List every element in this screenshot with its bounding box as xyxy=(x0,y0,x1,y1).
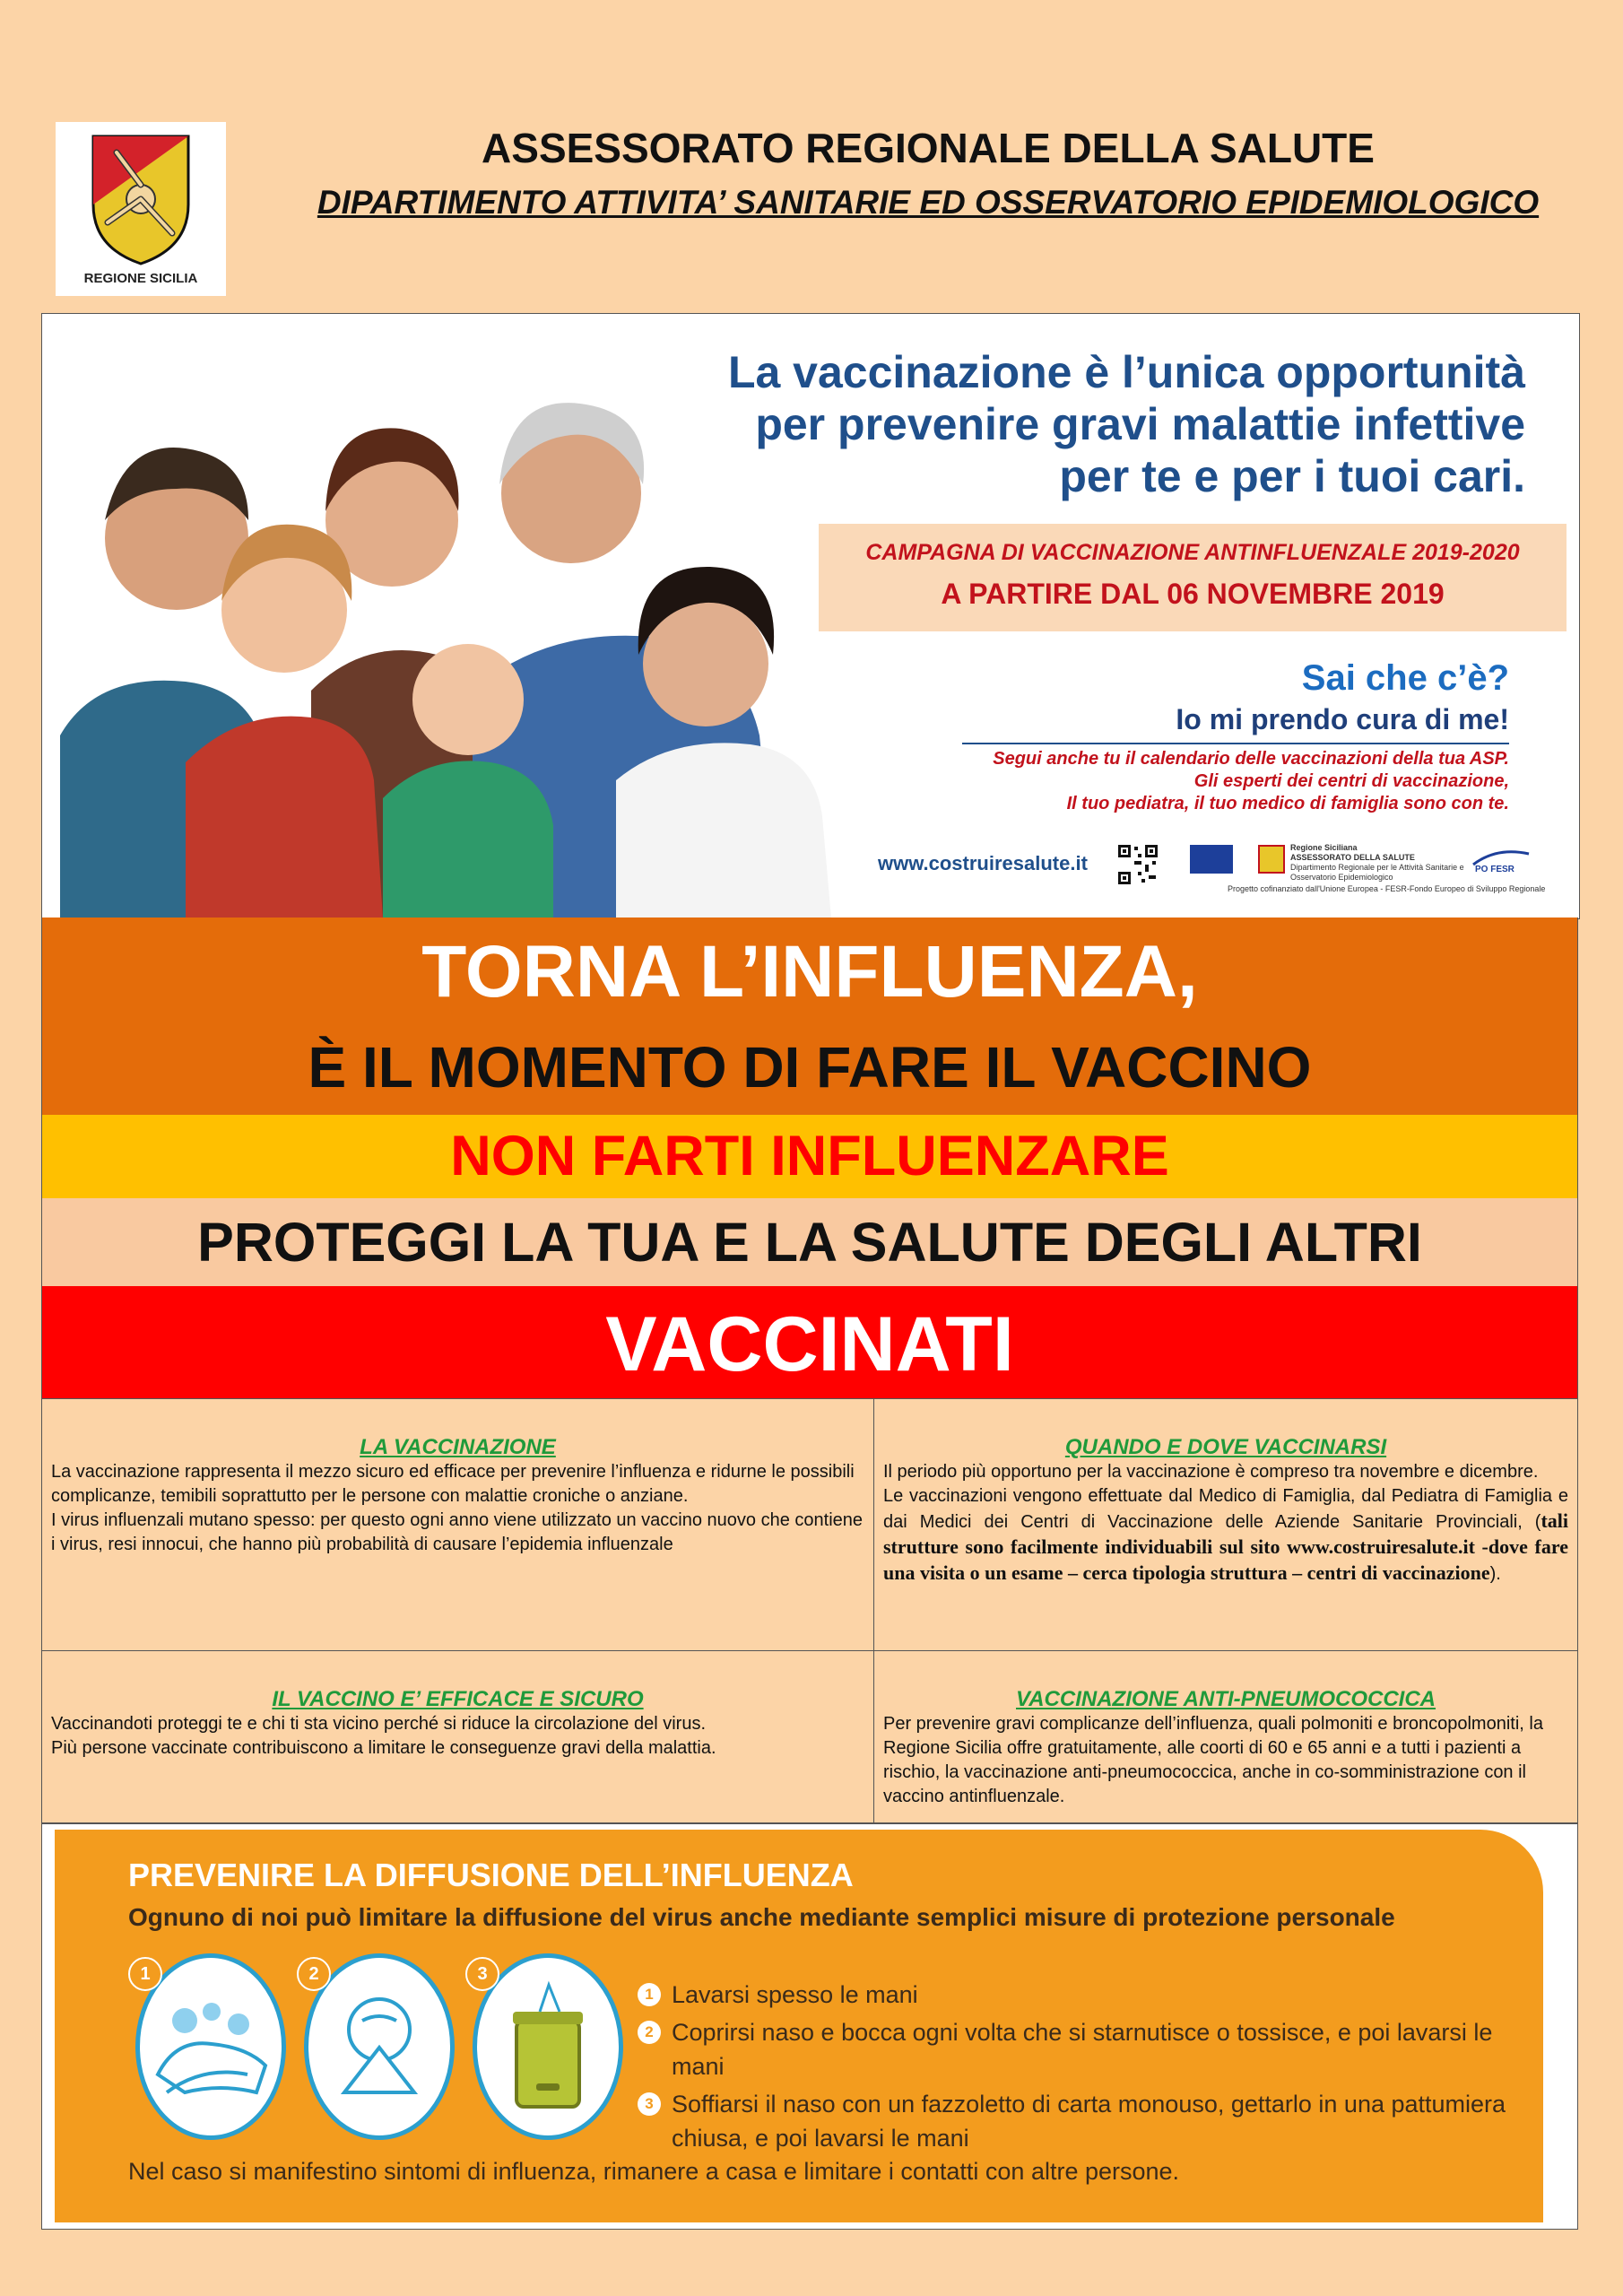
section-title: VACCINAZIONE ANTI-PNEUMOCOCCICA xyxy=(1016,1687,1436,1711)
section-text: Le vaccinazioni vengono effettuate dal Medico di Famiglia, dal Pediatra di Famiglia e dai Medici dei Centri di Vaccinazione delle Aziende Sanitarie Provinciali, (tali strutture sono facilmente individuabili sul sito www.costruiresalute.it -dove fare una visita o un esame – cerca tipologia struttura – centri di vaccinazione). xyxy=(883,1486,1568,1584)
trinacria-shield-icon xyxy=(90,133,192,267)
step-number: 1 xyxy=(128,1957,162,1991)
section-title: LA VACCINAZIONE xyxy=(360,1435,556,1459)
section-text: Vaccinandoti proteggi te e chi ti sta vicino perché si riduce la circolazione del virus. xyxy=(51,1714,706,1734)
sicilia-logo-icon xyxy=(1258,845,1285,874)
slogan-band-yellow xyxy=(41,1115,1578,1198)
bold-instructions: tali strutture sono facilmente individuabili sul sito www.costruiresalute.it -dove fare una visita o un esame – cerca tipologia struttura – centri di vaccinazione xyxy=(883,1509,1568,1584)
section-text: I virus influenzali mutano spesso: per questo ogni anno viene utilizzato un vaccino nuovo che contiene i virus, resi innocui, che hanno più probabilità di causare l’epidemia influenzale xyxy=(51,1510,864,1554)
section-text: Per prevenire gravi complicanze dell’influenza, quali polmoniti e broncopolmoniti, la Regione Sicilia offre gratuitamente, alle coorti di 60 e 65 anni e a tutti i pazienti a rischio, la vaccinazione anti-pneumococcica, anche in co-somministrazione con il vaccino antinfluenzale. xyxy=(883,1714,1543,1806)
section-vaccinazione xyxy=(42,1399,874,1651)
step-text: Coprirsi naso e bocca ogni volta che si starnutisce o tossisce, e poi lavarsi le mani xyxy=(672,2019,1493,2080)
info-grid xyxy=(41,1398,1578,1823)
slogan-vaccinati: VACCINATI xyxy=(605,1301,1014,1387)
prevention-section xyxy=(41,1823,1578,2230)
mi-prendo-text: Io mi prendo cura di me! xyxy=(1176,703,1509,735)
eu-flag-icon xyxy=(1190,845,1233,874)
step-text: Lavarsi spesso le mani xyxy=(672,1981,918,2008)
section-quando-dove xyxy=(874,1399,1577,1651)
campaign-box xyxy=(819,524,1567,631)
po-fesr-logo-icon xyxy=(1470,843,1532,875)
regione-sicilia-logo xyxy=(56,122,226,296)
step-item xyxy=(638,1978,1516,2012)
section-text: Il periodo più opportuno per la vaccinazione è compreso tra novembre e dicembre. xyxy=(883,1462,1539,1482)
svg-text:PO FESR: PO FESR xyxy=(1475,865,1515,874)
sai-che-text: Sai che c’è? xyxy=(1301,658,1509,698)
slogan-proteggi: PROTEGGI LA TUA E LA SALUTE DEGLI ALTRI xyxy=(197,1212,1422,1273)
section-title: IL VACCINO E’ EFFICACE E SICURO xyxy=(272,1687,644,1711)
campaign-banner xyxy=(41,313,1580,919)
campaign-start-date: A PARTIRE DAL 06 NOVEMBRE 2019 xyxy=(941,578,1445,610)
step-number: 1 xyxy=(638,1983,661,2006)
section-text: La vaccinazione rappresenta il mezzo sicuro ed efficace per prevenire l’influenza e ridurne le possibili complicanze, temibili soprattutto per le persone con malattie croniche o anziane. xyxy=(51,1462,855,1506)
step-text: Soffiarsi il naso con un fazzoletto di carta monouso, gettarlo in una pattumiera chiusa, e poi lavarsi le mani xyxy=(672,2091,1506,2152)
step-item xyxy=(638,2015,1516,2083)
prevention-subtitle: Ognuno di noi può limitare la diffusione del virus anche mediante semplici misure di protezione personale xyxy=(128,1903,1395,1931)
section-title: QUANDO E DOVE VACCINARSI xyxy=(1064,1435,1387,1459)
regione-siciliana-label: Regione Siciliana ASSESSORATO DELLA SALUTE Dipartimento Regionale per le Attività Sanitarie e Osservatorio Epidemiologico xyxy=(1290,843,1464,882)
step-number: 2 xyxy=(297,1957,331,1991)
divider xyxy=(962,743,1509,744)
logo-caption: REGIONE SICILIA xyxy=(83,271,198,286)
slogan-band-peach xyxy=(41,1198,1578,1286)
header-subtitle: DIPARTIMENTO ATTIVITA’ SANITARIE ED OSSERVATORIO EPIDEMIOLOGICO xyxy=(317,184,1540,221)
slogan-momento-vaccino: È IL MOMENTO DI FARE IL VACCINO xyxy=(308,1035,1312,1100)
slogan-torna-influenza: TORNA L’INFLUENZA, xyxy=(421,931,1198,1013)
banner-headline: La vaccinazione è l’unica opportunità per prevenire gravi malattie infettive per te e per i tuoi cari. xyxy=(727,347,1525,501)
section-vaccino-efficace xyxy=(42,1651,874,1822)
prevention-steps xyxy=(638,1978,1516,2159)
prevention-panel xyxy=(55,1830,1543,2222)
website-link[interactable]: www.costruiresalute.it xyxy=(878,852,1088,874)
asp-calendar-text: Segui anche tu il calendario delle vaccinazioni della tua ASP. Gli esperti dei centri di vaccinazione, Il tuo pediatra, il tuo medico di famiglia sono con te. xyxy=(993,749,1509,813)
step-number: 2 xyxy=(638,2021,661,2044)
slogan-band-orange xyxy=(41,918,1578,1115)
campaign-name: CAMPAGNA DI VACCINAZIONE ANTINFLUENZALE 2019-2020 xyxy=(865,540,1520,565)
step-number: 3 xyxy=(465,1957,499,1991)
qr-code-icon xyxy=(1116,843,1159,886)
step-number: 3 xyxy=(638,2092,661,2116)
cofinanced-note: Progetto cofinanziato dall'Unione Europea - FESR-Fondo Europeo di Sviluppo Regionale xyxy=(1228,884,1546,893)
slogan-band-red xyxy=(41,1286,1578,1398)
slogan-non-farti-influenzare: NON FARTI INFLUENZARE xyxy=(450,1125,1169,1187)
prevention-footer: Nel caso si manifestino sintomi di influenza, rimanere a casa e limitare i contatti con altre persone. xyxy=(128,2158,1180,2185)
step-item xyxy=(638,2087,1516,2155)
section-text: Più persone vaccinate contribuiscono a limitare le conseguenze gravi della malattia. xyxy=(51,1738,716,1758)
prevention-title: PREVENIRE LA DIFFUSIONE DELL’INFLUENZA xyxy=(128,1857,854,1893)
section-anti-pneumococcica xyxy=(874,1651,1577,1822)
header-title: ASSESSORATO REGIONALE DELLA SALUTE xyxy=(482,125,1375,171)
